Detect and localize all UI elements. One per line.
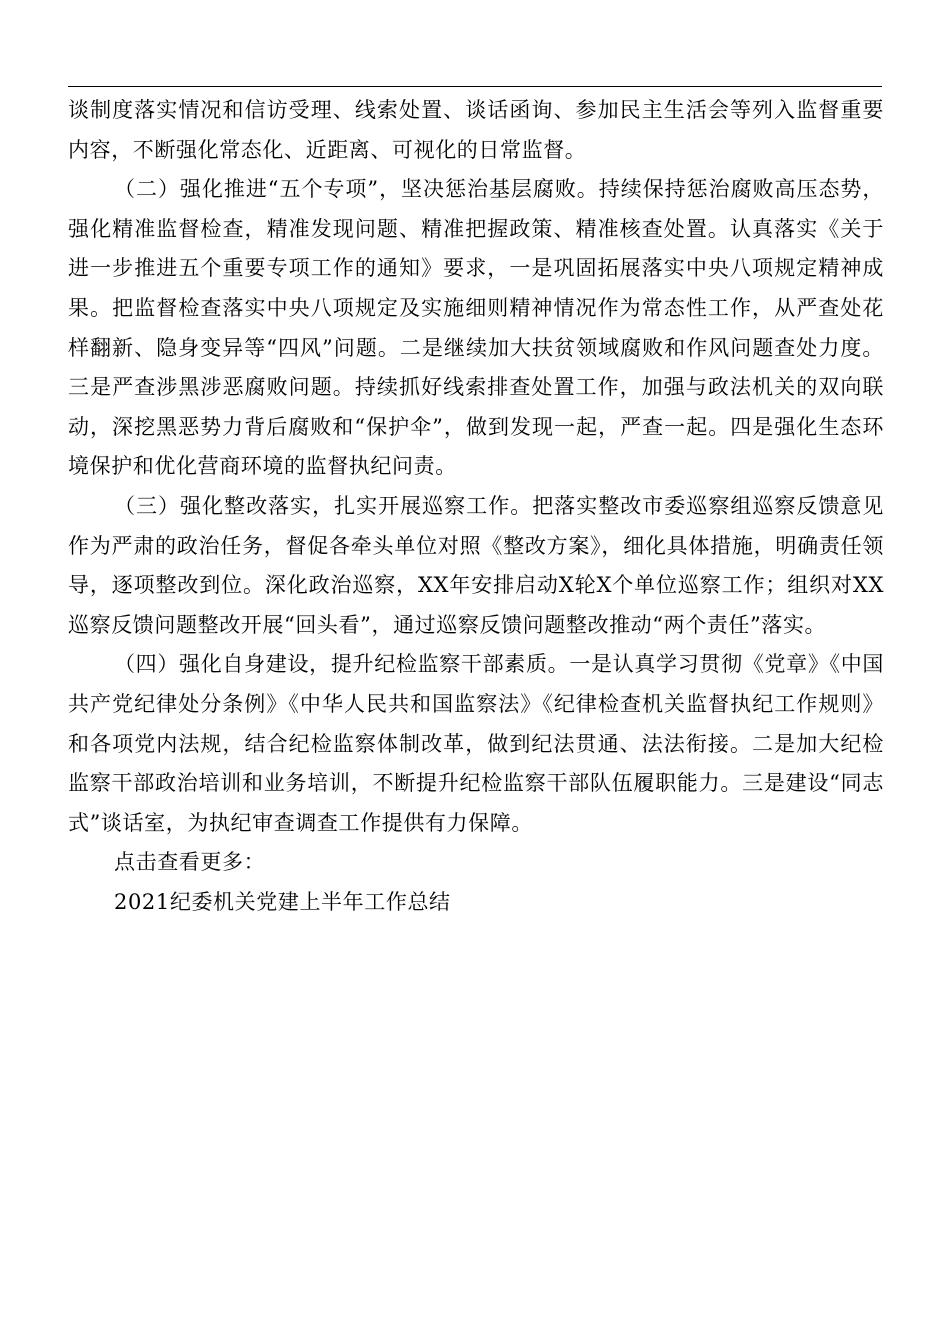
related-article-link[interactable]: 2021纪委机关党建上半年工作总结 bbox=[114, 889, 451, 914]
paragraph-section-three: （三）强化整改落实，扎实开展巡察工作。把落实整改市委巡察组巡察反馈意见作为严肃的政治任务，督促各牵头单位对照《整改方案》，细化具体措施，明确责任领导，逐项整改到位。深化政治巡察，XX年安排启动X轮X个单位巡察工作；组织对XX巡察反馈问题整改开展“回头看”，通过巡察反馈问题整改推动“两个责任”落实。 bbox=[68, 493, 884, 637]
paragraph-section-four: （四）强化自身建设，提升纪检监察干部素质。一是认真学习贯彻《党章》《中国共产党纪律处分条例》《中华人民共和国监察法》《纪律检查机关监督执纪工作规则》和各项党内法规，结合纪检监察体制改革，做到纪法贯通、法法衔接。二是加大纪检监察干部政治培训和业务培训，不断提升纪检监察干部队伍履职能力。三是建设“同志式”谈话室，为执纪审查调查工作提供有力保障。 bbox=[68, 652, 884, 835]
header-rule bbox=[68, 86, 882, 87]
document-body bbox=[68, 91, 884, 922]
paragraph-section-two: （二）强化推进“五个专项”，坚决惩治基层腐败。持续保持惩治腐败高压态势，强化精准监督检查，精准发现问题、精准把握政策、精准核查处置。认真落实《关于进一步推进五个重要专项工作的通知》要求，一是巩固拓展落实中央八项规定精神成果。把监督检查落实中央八项规定及实施细则精神情况作为常态性工作，从严查处花样翻新、隐身变异等“四风”问题。二是继续加大扶贫领域腐败和作风问题查处力度。三是严查涉黑涉恶腐败问题。持续抓好线索排查处置工作，加强与政法机关的双向联动，深挖黑恶势力背后腐败和“保护伞”，做到发现一起，严查一起。四是强化生态环境保护和优化营商环境的监督执纪问责。 bbox=[68, 177, 884, 479]
see-more-label: 点击查看更多： bbox=[114, 850, 266, 875]
paragraph-continuation: 谈制度落实情况和信访受理、线索处置、谈话函询、参加民主生活会等列入监督重要内容，不断强化常态化、近距离、可视化的日常监督。 bbox=[68, 98, 884, 162]
